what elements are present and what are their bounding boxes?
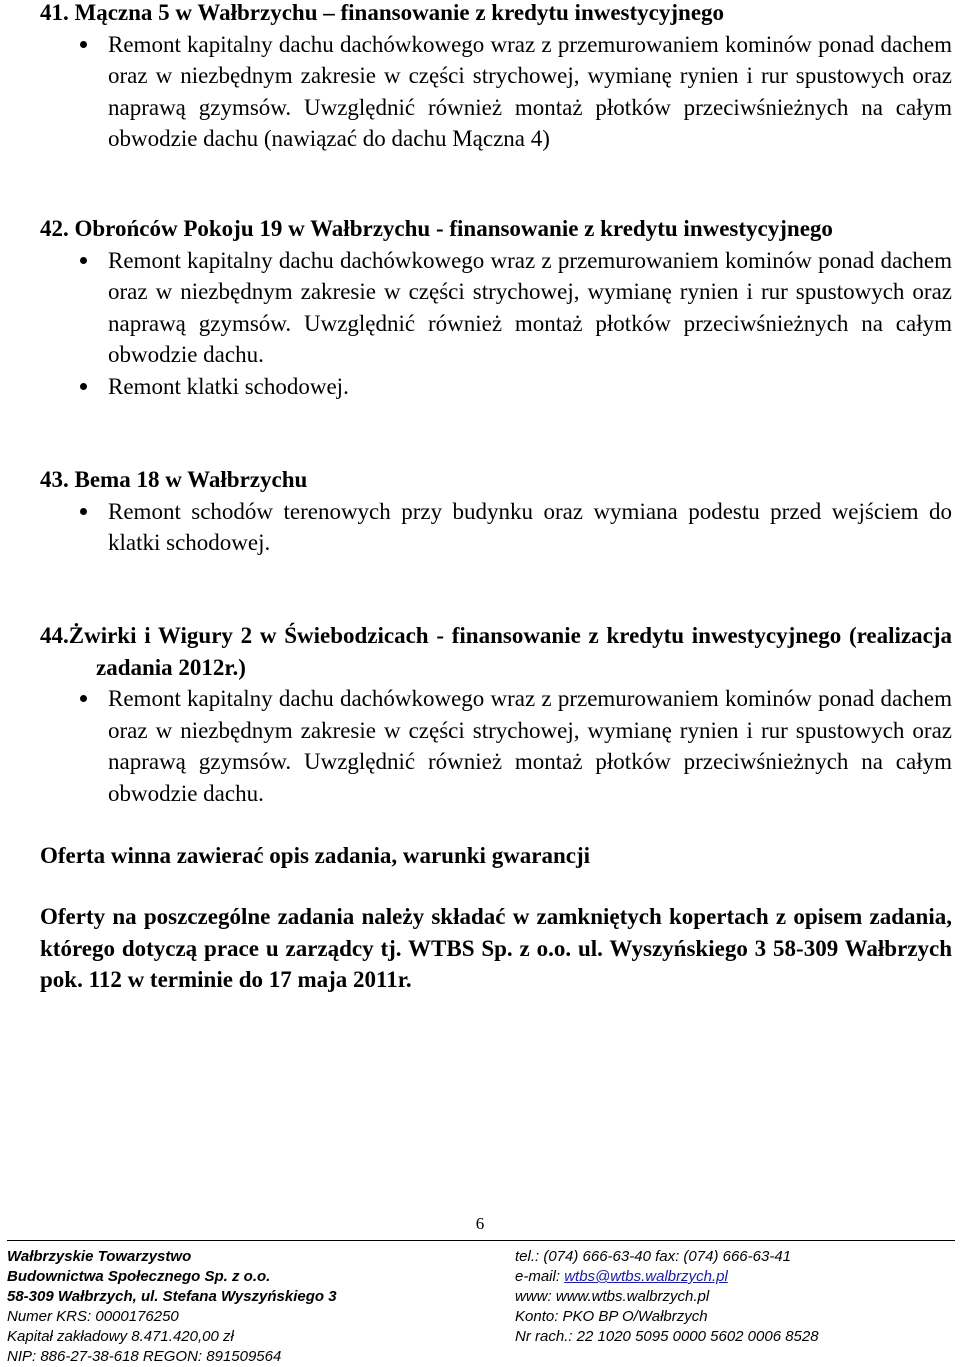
section-heading: 42. Obrońców Pokoju 19 w Wałbrzychu - finansowanie z kredytu inwestycyjnego — [40, 216, 833, 241]
section-heading: 41. Mączna 5 w Wałbrzychu – finansowanie z kredytu inwestycyjnego — [40, 0, 725, 25]
section-43 — [40, 464, 952, 559]
company-name-line1: Wałbrzyskie Towarzystwo — [7, 1248, 192, 1265]
company-krs: Numer KRS: 0000176250 — [7, 1308, 179, 1325]
company-address: 58-309 Wałbrzych, ul. Stefana Wyszyńskiego 3 — [7, 1288, 337, 1305]
list-item-text: Remont schodów terenowych przy budynku oraz wymiana podestu przed wejściem do klatki schodowej. — [108, 498, 952, 555]
bank-name: Konto: PKO BP O/Wałbrzych — [515, 1308, 708, 1325]
contact-phone-fax: tel.: (074) 666-63-40 fax: (074) 666-63-41 — [515, 1248, 791, 1265]
section-41 — [40, 0, 952, 155]
section-42 — [40, 213, 952, 402]
section-heading: 44.Żwirki i Wigury 2 w Świebodzicach - finansowanie z kredytu inwestycyjnego (realizacja zadania 2012r.) — [40, 623, 952, 680]
footer-divider — [7, 1240, 955, 1241]
bullet-icon — [80, 41, 87, 48]
list-item — [40, 245, 952, 371]
company-capital: Kapitał zakładowy 8.471.420,00 zł — [7, 1328, 234, 1345]
email-link[interactable]: wtbs@wtbs.walbrzych.pl — [564, 1268, 728, 1285]
contact-email-line — [515, 1267, 955, 1287]
section-44 — [40, 620, 952, 809]
footer-contact-info — [515, 1247, 955, 1347]
footer-company-info — [7, 1247, 487, 1367]
offer-instructions: Oferty na poszczególne zadania należy składać w zamkniętych kopertach z opisem zadania, którego dotyczą prace u zarządcy tj. WTBS Sp. z o.o. ul. Wyszyńskiego 3 58-309 Wałbrzych pok. 112 w terminie do 17 maja 2011r. — [40, 904, 952, 992]
list-item-text: Remont kapitalny dachu dachówkowego wraz z przemurowaniem kominów ponad dachem oraz w niezbędnym zakresie w części strychowej, wymianę rynien i rur spustowych oraz naprawą gzymsów. Uwzględnić również montaż płotków przeciwśnieżnych na całym obwodzie dachu. — [108, 686, 952, 806]
page-number: 6 — [475, 1214, 485, 1233]
section-heading: 43. Bema 18 w Wałbrzychu — [40, 467, 308, 492]
bullet-icon — [80, 695, 87, 702]
list-item-text: Remont kapitalny dachu dachówkowego wraz z przemurowaniem kominów ponad dachem oraz w niezbędnym zakresie w części strychowej, wymianę rynien i rur spustowych oraz naprawą gzymsów. Uwzględnić również montaż płotków przeciwśnieżnych na całym obwodzie dachu. — [108, 247, 952, 367]
bullet-list — [40, 245, 952, 403]
company-name-line2: Budownictwa Społecznego Sp. z o.o. — [7, 1268, 271, 1285]
list-item-text: Remont klatki schodowej. — [108, 373, 349, 399]
bullet-list — [40, 29, 952, 155]
list-item — [40, 29, 952, 155]
list-item-text: Remont kapitalny dachu dachówkowego wraz z przemurowaniem kominów ponad dachem oraz w niezbędnym zakresie w części strychowej, wymianę rynien i rur spustowych oraz naprawą gzymsów. Uwzględnić również montaż płotków przeciwśnieżnych na całym obwodzie dachu (nawiązać do dachu Mączna 4) — [108, 31, 952, 151]
list-item — [40, 371, 952, 403]
list-item — [40, 496, 952, 559]
bullet-list — [40, 496, 952, 559]
bank-account-number: Nr rach.: 22 1020 5095 0000 5602 0006 8528 — [515, 1328, 819, 1345]
bullet-icon — [80, 383, 87, 390]
bullet-list — [40, 683, 952, 809]
bullet-icon — [80, 257, 87, 264]
contact-website: www: www.wtbs.walbrzych.pl — [515, 1288, 710, 1305]
email-label: e-mail: — [515, 1268, 565, 1285]
list-item — [40, 683, 952, 809]
company-nip-regon: NIP: 886-27-38-618 REGON: 891509564 — [7, 1348, 282, 1365]
offer-note: Oferta winna zawierać opis zadania, warunki gwarancji — [40, 843, 591, 868]
bullet-icon — [80, 508, 87, 515]
